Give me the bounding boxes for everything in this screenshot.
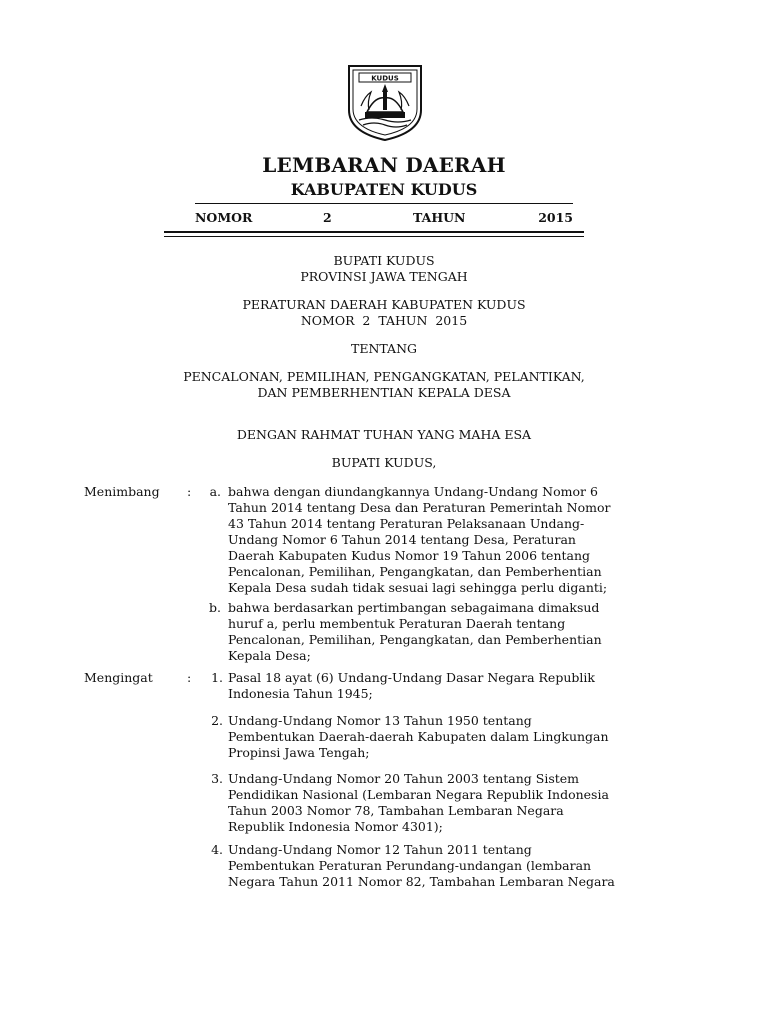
document-subtitle: KABUPATEN KUDUS: [290, 180, 478, 199]
mengingat-label: Mengingat: [84, 670, 153, 685]
header-rule-thick: [164, 231, 584, 233]
issuer-line: BUPATI KUDUS: [333, 253, 435, 268]
mengingat-item-3: Undang-Undang Nomor 20 Tahun 2003 tentang Sistem Pendidikan Nasional (Lembaran Negara Republik Indonesia Tahun 2003 Nomor 78, Tambahan Lembaran Negara Republik Indonesia Nomor 4301);: [228, 771, 609, 834]
menimbang-marker-b: b.: [209, 600, 221, 615]
header-rule-thin: [164, 236, 584, 237]
nomor-tahun-row: [195, 210, 573, 228]
issuer-signature-heading: BUPATI KUDUS,: [331, 455, 437, 470]
mengingat-marker-4: 4.: [211, 842, 223, 857]
mengingat-marker-2: 2.: [211, 713, 223, 728]
mengingat-item-4: Undang-Undang Nomor 12 Tahun 2011 tentang Pembentukan Peraturan Perundang-undangan (lembaran Negara Tahun 2011 Nomor 82, Tambahan Lembaran Negara: [228, 842, 615, 889]
menimbang-colon: :: [187, 484, 192, 499]
document-title: LEMBARAN DAERAH: [262, 153, 506, 177]
tahun-value: 2015: [538, 210, 573, 225]
subject-line-2: DAN PEMBERHENTIAN KEPALA DESA: [257, 385, 511, 400]
mengingat-marker-1: 1.: [211, 670, 223, 685]
tahun-label: TAHUN: [413, 210, 466, 225]
mengingat-item-1: Pasal 18 ayat (6) Undang-Undang Dasar Negara Republik Indonesia Tahun 1945;: [228, 670, 595, 701]
menimbang-marker-a: a.: [209, 484, 221, 499]
nomor-label: NOMOR: [195, 210, 253, 225]
subject-line-1: PENCALONAN, PEMILIHAN, PENGANGKATAN, PELANTIKAN,: [183, 369, 585, 384]
menimbang-label: Menimbang: [84, 484, 160, 499]
menimbang-item-a: bahwa dengan diundangkannya Undang-Undang Nomor 6 Tahun 2014 tentang Desa dan Peraturan Pemerintah Nomor 43 Tahun 2014 tentang Peraturan Pelaksanaan Undang- Undang Nomor 6 Tahun 2014 tentang Desa, Peraturan Daerah Kabupaten Kudus Nomor 19 Tahun 2006 tentang Pencalonan, Pemilihan, Pengangkatan, dan Pemberhentian Kepala Desa sudah tidak sesuai lagi sehingga perlu diganti;: [228, 484, 611, 595]
title-divider: [195, 203, 573, 204]
blessing-line: DENGAN RAHMAT TUHAN YANG MAHA ESA: [236, 427, 532, 442]
tentang-heading: TENTANG: [350, 341, 417, 356]
province-line: PROVINSI JAWA TENGAH: [300, 269, 468, 284]
nomor-value: 2: [323, 210, 332, 225]
kudus-regency-emblem: [345, 62, 425, 142]
regulation-number: NOMOR 2 TAHUN 2015: [300, 313, 468, 328]
emblem-label: KUDUS: [371, 74, 399, 83]
regulation-title: PERATURAN DAERAH KABUPATEN KUDUS: [242, 297, 526, 312]
menimbang-item-b: bahwa berdasarkan pertimbangan sebagaimana dimaksud huruf a, perlu membentuk Peraturan Daerah tentang Pencalonan, Pemilihan, Pengangkatan, dan Pemberhentian Kepala Desa;: [228, 600, 602, 663]
mengingat-colon: :: [187, 670, 192, 685]
mengingat-item-2: Undang-Undang Nomor 13 Tahun 1950 tentang Pembentukan Daerah-daerah Kabupaten dalam Lingkungan Propinsi Jawa Tengah;: [228, 713, 609, 760]
mengingat-marker-3: 3.: [211, 771, 223, 786]
